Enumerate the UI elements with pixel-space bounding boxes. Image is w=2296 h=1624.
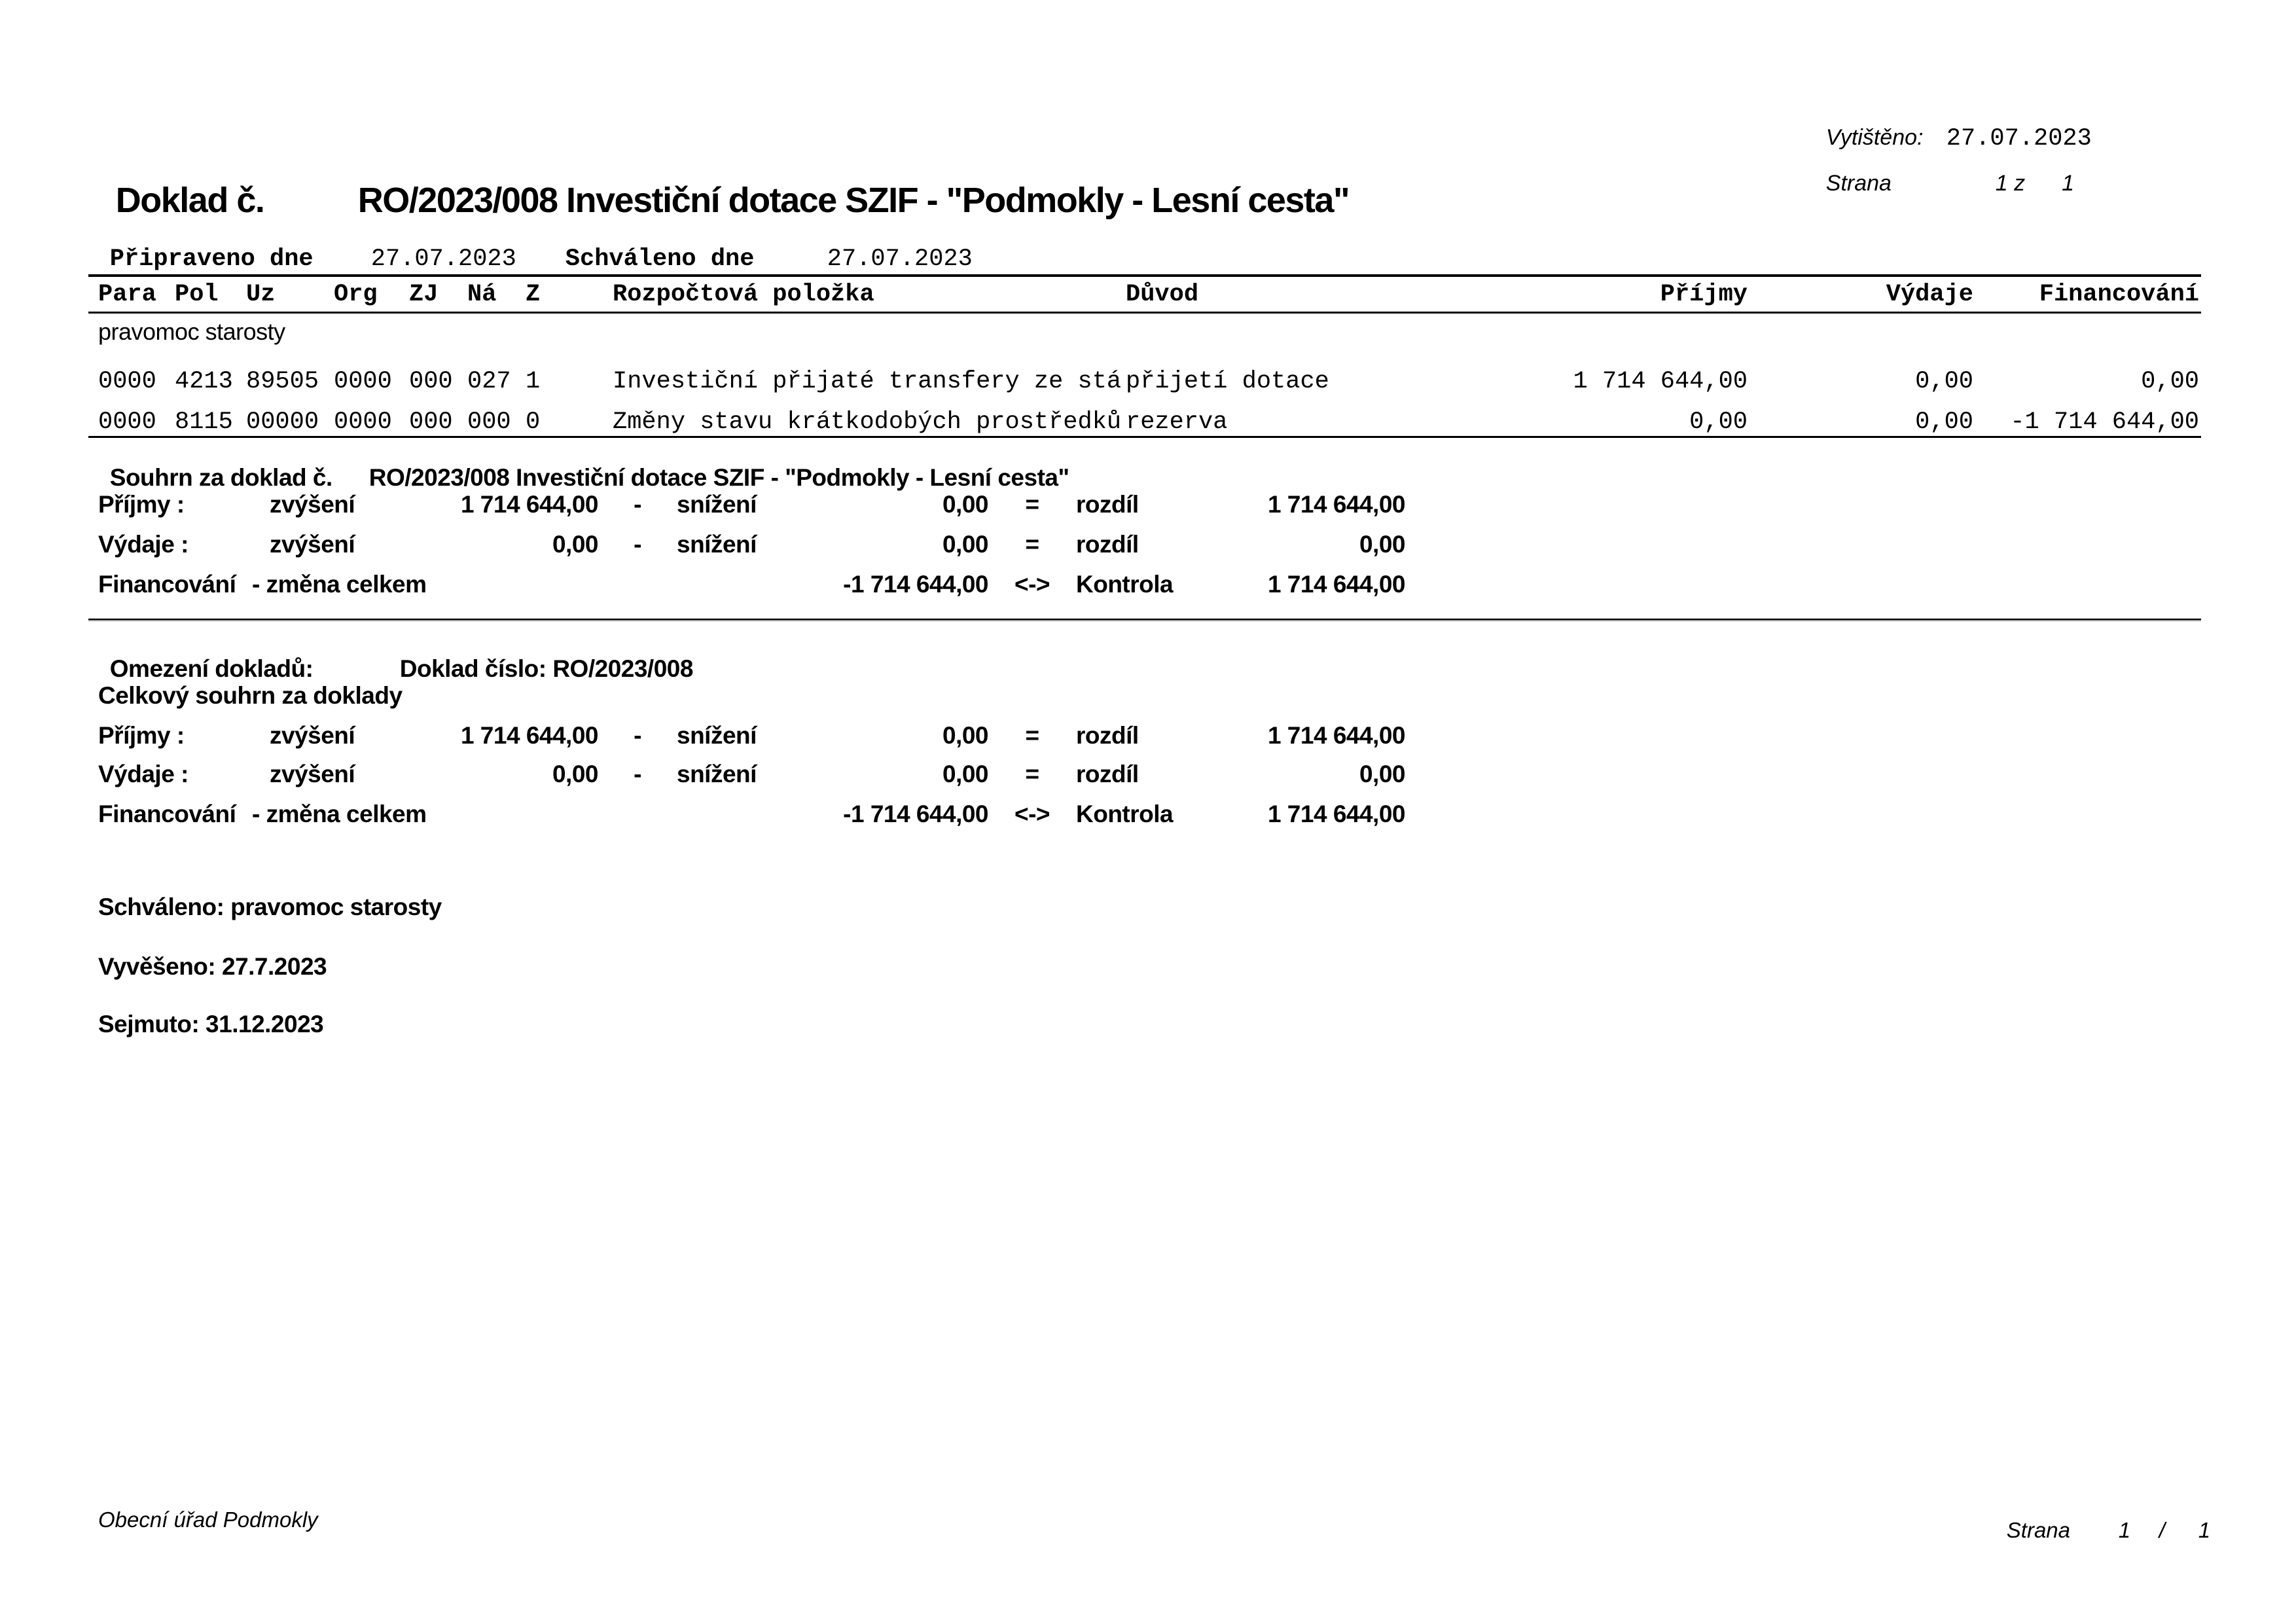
table-header-row (98, 280, 2200, 309)
page-value: 1 z (1995, 171, 2026, 196)
cell-pol: 4213 (175, 368, 233, 395)
approved-date: 27.07.2023 (827, 245, 973, 273)
col-header-duvod: Důvod (1126, 281, 1199, 308)
footer-page-separator: / (2159, 1518, 2165, 1542)
summary-label: Příjmy : (98, 722, 185, 749)
minus-operator: - (634, 491, 641, 518)
summary-row-financovani (98, 570, 1405, 599)
footer-page-line (1995, 1504, 2210, 1557)
restriction-label: Omezení dokladů: (109, 655, 314, 682)
summary-row-prijmy (98, 490, 1405, 519)
col-header-z: Z (526, 281, 541, 308)
footer-page-total: 1 (2198, 1518, 2211, 1542)
control-value: 1 714 644,00 (1267, 801, 1405, 827)
financing-label: Financování (98, 801, 236, 827)
difference-value: 1 714 644,00 (1267, 722, 1405, 749)
decrease-value: 0,00 (942, 761, 988, 787)
cell-uz: 00000 (246, 408, 319, 436)
table-row (98, 408, 2200, 437)
footer-org: Obecní úřad Podmokly (98, 1507, 318, 1532)
summary-label: Výdaje : (98, 761, 188, 787)
cell-na: 027 (467, 368, 511, 395)
restriction-doklad: Doklad číslo: RO/2023/008 (399, 655, 693, 682)
minus-operator: - (634, 761, 641, 787)
cell-duvod: rezerva (1126, 408, 1228, 436)
printed-date: 27.07.2023 (1946, 125, 2092, 153)
control-label: Kontrola (1076, 801, 1174, 827)
cell-zj: 000 (409, 368, 453, 395)
cell-z: 0 (526, 408, 541, 436)
cell-para: 0000 (98, 368, 156, 395)
col-header-pol: Pol (175, 281, 219, 308)
removed-line: Sejmuto: 31.12.2023 (98, 1011, 324, 1038)
prepared-label: Připraveno dne (109, 245, 314, 273)
financing-label: Financování (98, 571, 236, 598)
difference-label: rozdíl (1076, 491, 1139, 518)
cell-financovani: -1 714 644,00 (2010, 408, 2199, 436)
cell-uz: 89505 (246, 368, 319, 395)
total-row-vydaje (98, 760, 1405, 789)
col-header-vydaje: Výdaje (1886, 281, 1973, 308)
cell-polozka: Investiční přijaté transfery ze stá (613, 368, 1122, 395)
increase-value: 1 714 644,00 (460, 722, 598, 749)
document-title-value: RO/2023/008 Investiční dotace SZIF - "Podmokly - Lesní cesta" (357, 181, 1350, 220)
cell-para: 0000 (98, 408, 156, 436)
table-header-rule (88, 312, 2201, 314)
increase-label: zvýšení (270, 491, 355, 518)
increase-label: zvýšení (270, 761, 355, 787)
decrease-label: snížení (677, 722, 757, 749)
cell-prijmy: 0,00 (1689, 408, 1748, 436)
financing-value: -1 714 644,00 (843, 801, 988, 827)
equals-operator: = (1025, 722, 1039, 749)
increase-value: 0,00 (552, 761, 598, 787)
total-row-prijmy (98, 721, 1405, 750)
table-row (98, 367, 2200, 396)
approved-by-line: Schváleno: pravomoc starosty (98, 893, 442, 920)
group-label: pravomoc starosty (98, 318, 285, 345)
difference-value: 1 714 644,00 (1267, 491, 1405, 518)
difference-label: rozdíl (1076, 722, 1139, 749)
decrease-value: 0,00 (942, 722, 988, 749)
table-top-rule (88, 274, 2201, 277)
difference-value: 0,00 (1359, 761, 1405, 787)
cell-z: 1 (526, 368, 541, 395)
summary-label: Příjmy : (98, 491, 185, 518)
summary-row-vydaje (98, 530, 1405, 559)
control-value: 1 714 644,00 (1267, 571, 1405, 598)
footer-page-label: Strana (2006, 1518, 2071, 1542)
col-header-org: Org (334, 281, 378, 308)
page-label: Strana (1825, 171, 1892, 196)
cell-zj: 000 (409, 408, 453, 436)
decrease-label: snížení (677, 531, 757, 558)
decrease-value: 0,00 (942, 531, 988, 558)
printed-label: Vytištěno: (1825, 125, 1924, 150)
posted-line: Vyvěšeno: 27.7.2023 (98, 953, 327, 980)
summary-title-value: RO/2023/008 Investiční dotace SZIF - "Podmokly - Lesní cesta" (368, 464, 1069, 491)
cell-financovani: 0,00 (2141, 368, 2199, 395)
cell-prijmy: 1 714 644,00 (1573, 368, 1748, 395)
approved-label: Schváleno dne (565, 245, 755, 273)
financing-sublabel: - změna celkem (252, 801, 427, 827)
page-line (1814, 157, 2074, 209)
col-header-zj: ZJ (409, 281, 439, 308)
document-title-label: Doklad č. (115, 181, 264, 220)
increase-value: 0,00 (552, 531, 598, 558)
arrow-operator: <-> (1014, 801, 1050, 827)
cell-na: 000 (467, 408, 511, 436)
equals-operator: = (1025, 531, 1039, 558)
difference-label: rozdíl (1076, 761, 1139, 787)
title-line (104, 168, 1349, 233)
cell-vydaje: 0,00 (1915, 368, 1973, 395)
increase-label: zvýšení (270, 722, 355, 749)
total-row-financovani (98, 800, 1405, 829)
minus-operator: - (634, 531, 641, 558)
col-header-financovani: Financování (2039, 281, 2199, 308)
decrease-label: snížení (677, 491, 757, 518)
cell-org: 0000 (334, 408, 392, 436)
equals-operator: = (1025, 761, 1039, 787)
increase-value: 1 714 644,00 (460, 491, 598, 518)
dates-line (98, 233, 973, 285)
cell-pol: 8115 (175, 408, 233, 436)
col-header-na: Ná (467, 281, 497, 308)
cell-org: 0000 (334, 368, 392, 395)
decrease-value: 0,00 (942, 491, 988, 518)
cell-duvod: přijetí dotace (1126, 368, 1329, 395)
cell-polozka: Změny stavu krátkodobých prostředků (613, 408, 1122, 436)
col-header-polozka: Rozpočtová položka (613, 281, 874, 308)
col-header-para: Para (98, 281, 156, 308)
equals-operator: = (1025, 491, 1039, 518)
financing-sublabel: - změna celkem (252, 571, 427, 598)
minus-operator: - (634, 722, 641, 749)
summary-title-label: Souhrn za doklad č. (109, 464, 332, 491)
footer-page-number: 1 (2118, 1518, 2131, 1542)
control-label: Kontrola (1076, 571, 1174, 598)
decrease-label: snížení (677, 761, 757, 787)
col-header-prijmy: Příjmy (1660, 281, 1748, 308)
difference-value: 0,00 (1359, 531, 1405, 558)
cell-vydaje: 0,00 (1915, 408, 1973, 436)
financing-value: -1 714 644,00 (843, 571, 988, 598)
prepared-date: 27.07.2023 (370, 245, 516, 273)
increase-label: zvýšení (270, 531, 355, 558)
col-header-uz: Uz (246, 281, 276, 308)
arrow-operator: <-> (1014, 571, 1050, 598)
total-summary-label: Celkový souhrn za doklady (98, 682, 403, 709)
page-total: 1 (2062, 171, 2075, 196)
difference-label: rozdíl (1076, 531, 1139, 558)
summary-label: Výdaje : (98, 531, 188, 558)
section-divider (88, 619, 2201, 621)
